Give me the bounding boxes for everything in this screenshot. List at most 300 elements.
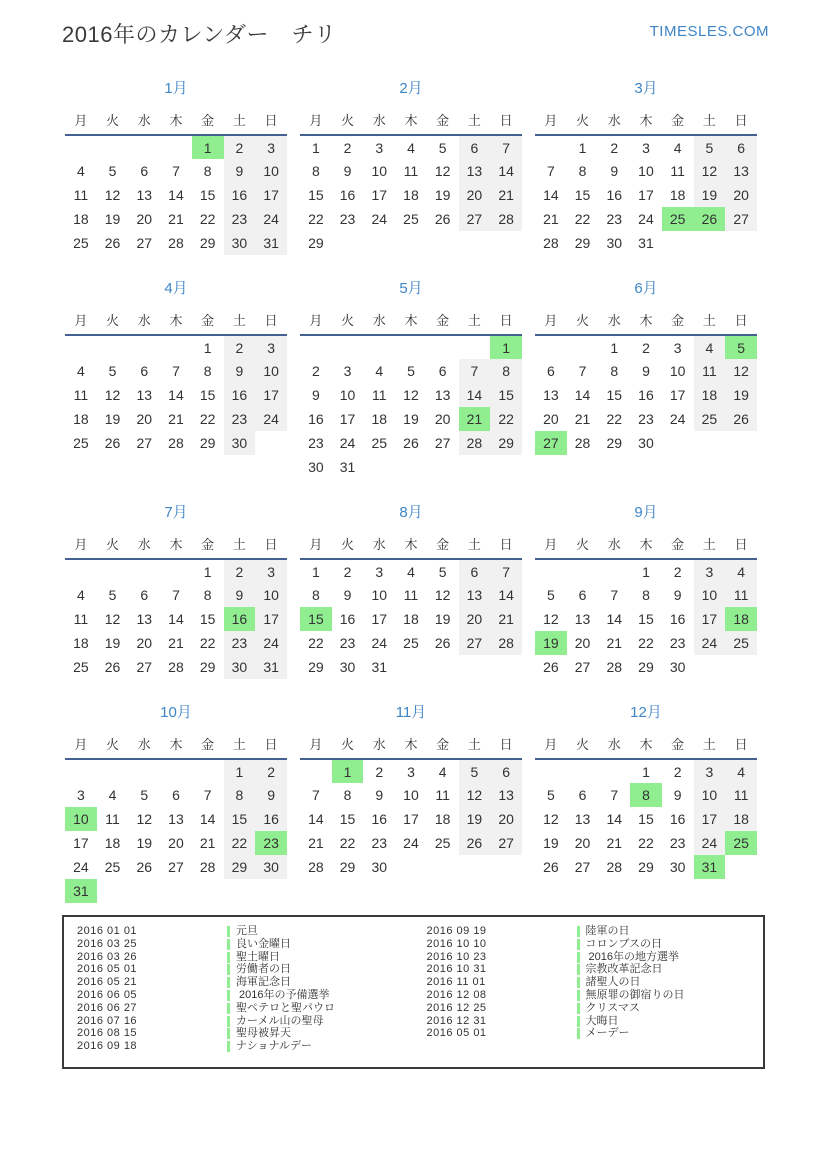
weekday-label: 火 bbox=[567, 732, 599, 759]
empty-cell bbox=[128, 335, 160, 359]
holiday-date: 2016 06 05 bbox=[77, 988, 138, 1001]
month-table bbox=[535, 108, 757, 255]
day-cell: 18 bbox=[403, 611, 419, 627]
day-cell: 30 bbox=[224, 655, 256, 679]
page-header bbox=[62, 18, 769, 49]
day-cell: 17 bbox=[255, 183, 287, 207]
month-title: 3月 bbox=[634, 80, 658, 97]
legend-entry bbox=[427, 938, 764, 951]
legend-entry bbox=[77, 938, 414, 951]
weekday-label: 土 bbox=[224, 732, 256, 759]
weekday-label: 水 bbox=[598, 108, 630, 135]
day-cell: 26 bbox=[434, 211, 451, 227]
day-cell: 2 bbox=[224, 335, 256, 359]
weekday-label: 金 bbox=[192, 308, 224, 335]
weekday-label: 金 bbox=[427, 532, 459, 559]
day-cell: 21 bbox=[606, 635, 623, 651]
legend-entry bbox=[427, 1002, 764, 1015]
day-cell: 23 bbox=[308, 435, 324, 451]
day-cell: 26 bbox=[694, 207, 726, 231]
empty-cell bbox=[535, 759, 567, 783]
day-cell: 8 bbox=[203, 587, 212, 603]
day-cell: 27 bbox=[434, 435, 451, 451]
empty-cell bbox=[128, 879, 160, 903]
day-cell: 2 bbox=[673, 763, 682, 780]
day-cell: 5 bbox=[108, 163, 117, 179]
holiday-marker-icon bbox=[577, 990, 580, 1001]
day-cell: 17 bbox=[339, 411, 356, 427]
day-cell: 10 bbox=[371, 587, 388, 603]
day-cell: 14 bbox=[606, 811, 623, 827]
day-cell: 24 bbox=[255, 407, 287, 431]
day-cell: 2 bbox=[642, 339, 650, 356]
day-cell: 17 bbox=[371, 611, 388, 627]
day-cell: 8 bbox=[343, 787, 352, 803]
day-cell: 21 bbox=[574, 411, 591, 427]
weekday-label: 水 bbox=[128, 108, 160, 135]
day-cell: 25 bbox=[73, 435, 89, 451]
day-cell: 15 bbox=[224, 807, 256, 831]
day-cell: 9 bbox=[224, 583, 256, 607]
day-cell: 3 bbox=[694, 559, 726, 583]
holiday-date: 2016 05 21 bbox=[77, 976, 138, 989]
weekday-label: 金 bbox=[192, 732, 224, 759]
weekday-label: 木 bbox=[160, 532, 192, 559]
day-cell: 29 bbox=[606, 435, 623, 451]
holiday-name: 海軍記念日 bbox=[236, 976, 291, 989]
empty-cell bbox=[65, 335, 97, 359]
month-block-1 bbox=[65, 79, 287, 255]
day-cell: 30 bbox=[339, 659, 356, 675]
day-cell: 5 bbox=[546, 787, 555, 803]
day-cell: 21 bbox=[308, 835, 324, 851]
empty-cell bbox=[65, 559, 97, 583]
weekday-label: 金 bbox=[192, 108, 224, 135]
day-cell: 9 bbox=[343, 163, 352, 179]
day-cell: 30 bbox=[308, 459, 324, 475]
day-cell: 22 bbox=[574, 211, 591, 227]
weekday-label: 日 bbox=[255, 732, 287, 759]
day-cell: 16 bbox=[606, 187, 623, 203]
legend-entry bbox=[427, 1015, 764, 1028]
holiday-date: 2016 07 16 bbox=[77, 1014, 138, 1027]
day-cell: 14 bbox=[606, 611, 623, 627]
day-cell: 10 bbox=[371, 163, 388, 179]
day-cell: 1 bbox=[610, 339, 619, 356]
day-cell: 23 bbox=[371, 835, 388, 851]
day-cell: 1 bbox=[332, 759, 364, 783]
empty-cell bbox=[490, 855, 522, 879]
day-cell: 13 bbox=[136, 387, 153, 403]
day-cell: 27 bbox=[725, 207, 757, 231]
day-cell: 25 bbox=[725, 631, 757, 655]
day-cell: 9 bbox=[343, 587, 352, 603]
day-cell: 9 bbox=[642, 363, 650, 379]
day-cell: 15 bbox=[199, 387, 216, 403]
weekday-label: 木 bbox=[160, 108, 192, 135]
day-cell: 6 bbox=[459, 135, 491, 159]
weekday-label: 金 bbox=[662, 108, 694, 135]
day-cell: 10 bbox=[255, 583, 287, 607]
day-cell: 20 bbox=[434, 411, 451, 427]
day-cell: 22 bbox=[199, 411, 216, 427]
day-cell: 19 bbox=[104, 211, 121, 227]
month-title: 8月 bbox=[399, 504, 423, 521]
day-cell: 4 bbox=[76, 163, 85, 179]
day-cell: 6 bbox=[140, 363, 149, 379]
empty-cell bbox=[395, 455, 427, 479]
day-cell: 27 bbox=[136, 235, 153, 251]
day-cell: 16 bbox=[224, 607, 256, 631]
weekday-label: 日 bbox=[725, 308, 757, 335]
holiday-marker-icon bbox=[227, 964, 230, 975]
empty-cell bbox=[128, 759, 160, 783]
day-cell: 25 bbox=[434, 835, 451, 851]
day-cell: 9 bbox=[255, 783, 287, 807]
day-cell: 29 bbox=[574, 235, 591, 251]
day-cell: 15 bbox=[339, 811, 356, 827]
day-cell: 25 bbox=[371, 435, 388, 451]
day-cell: 20 bbox=[136, 211, 153, 227]
holiday-date: 2016 01 01 bbox=[77, 925, 138, 937]
day-cell: 9 bbox=[610, 163, 619, 179]
day-cell: 31 bbox=[255, 231, 287, 255]
day-cell: 19 bbox=[459, 807, 491, 831]
day-cell: 10 bbox=[669, 363, 686, 379]
weekday-label: 月 bbox=[65, 108, 97, 135]
holiday-marker-icon bbox=[577, 952, 580, 963]
empty-cell bbox=[160, 135, 192, 159]
day-cell: 14 bbox=[574, 387, 591, 403]
holiday-marker-icon bbox=[227, 1016, 230, 1027]
day-cell: 8 bbox=[630, 783, 662, 807]
day-cell: 26 bbox=[104, 659, 121, 675]
day-cell: 19 bbox=[543, 835, 559, 851]
day-cell: 10 bbox=[694, 783, 726, 807]
day-cell: 2 bbox=[610, 139, 619, 156]
day-cell: 3 bbox=[255, 135, 287, 159]
day-cell: 12 bbox=[104, 611, 121, 627]
day-cell: 2 bbox=[343, 139, 352, 156]
holiday-name: 聖土曜日 bbox=[236, 950, 280, 963]
day-cell: 10 bbox=[403, 787, 419, 803]
empty-cell bbox=[65, 759, 97, 783]
weekday-label: 火 bbox=[332, 532, 364, 559]
day-cell: 11 bbox=[73, 387, 89, 403]
day-cell: 13 bbox=[459, 583, 491, 607]
day-cell: 6 bbox=[140, 163, 149, 179]
day-cell: 21 bbox=[168, 211, 184, 227]
day-cell: 10 bbox=[694, 583, 726, 607]
day-cell: 17 bbox=[73, 835, 89, 851]
weekday-label: 水 bbox=[598, 308, 630, 335]
holiday-name: ナショナルデー bbox=[236, 1040, 313, 1053]
weekday-label: 木 bbox=[395, 108, 427, 135]
weekday-label: 金 bbox=[662, 532, 694, 559]
day-cell: 19 bbox=[725, 383, 757, 407]
legend-entry bbox=[77, 925, 414, 938]
day-cell: 15 bbox=[199, 611, 216, 627]
weekday-label: 土 bbox=[224, 532, 256, 559]
day-cell: 8 bbox=[610, 363, 619, 379]
day-cell: 3 bbox=[694, 759, 726, 783]
day-cell: 18 bbox=[104, 835, 121, 851]
empty-cell bbox=[160, 879, 192, 903]
day-cell: 17 bbox=[255, 383, 287, 407]
holiday-name: コロンブスの日 bbox=[585, 937, 663, 950]
weekday-label: 土 bbox=[224, 308, 256, 335]
day-cell: 25 bbox=[694, 407, 726, 431]
empty-cell bbox=[598, 559, 630, 583]
day-cell: 27 bbox=[168, 859, 184, 875]
empty-cell bbox=[255, 431, 287, 455]
day-cell: 26 bbox=[725, 407, 757, 431]
day-cell: 10 bbox=[255, 159, 287, 183]
weekday-label: 金 bbox=[192, 532, 224, 559]
day-cell: 26 bbox=[104, 235, 121, 251]
day-cell: 13 bbox=[543, 387, 559, 403]
day-cell: 19 bbox=[434, 611, 451, 627]
empty-cell bbox=[567, 559, 599, 583]
empty-cell bbox=[395, 231, 427, 255]
day-cell: 1 bbox=[578, 139, 587, 156]
weekday-label: 火 bbox=[567, 532, 599, 559]
weekday-label: 火 bbox=[97, 108, 129, 135]
day-cell: 9 bbox=[375, 787, 384, 803]
day-cell: 19 bbox=[694, 183, 726, 207]
empty-cell bbox=[97, 559, 129, 583]
holiday-name: 労働者の日 bbox=[236, 963, 291, 976]
holiday-marker-icon bbox=[577, 939, 580, 950]
holiday-marker-icon bbox=[577, 1028, 580, 1039]
day-cell: 28 bbox=[574, 435, 591, 451]
empty-cell bbox=[224, 879, 256, 903]
day-cell: 19 bbox=[535, 631, 567, 655]
day-cell: 11 bbox=[403, 163, 419, 179]
day-cell: 29 bbox=[308, 235, 324, 251]
day-cell: 5 bbox=[725, 335, 757, 359]
day-cell: 24 bbox=[371, 635, 388, 651]
empty-cell bbox=[395, 335, 427, 359]
day-cell: 8 bbox=[203, 363, 212, 379]
legend-col-left bbox=[64, 925, 414, 1053]
day-cell: 12 bbox=[543, 611, 559, 627]
weekday-label: 火 bbox=[332, 732, 364, 759]
day-cell: 27 bbox=[459, 631, 491, 655]
weekday-label: 日 bbox=[725, 732, 757, 759]
empty-cell bbox=[459, 655, 491, 679]
empty-cell bbox=[490, 231, 522, 255]
day-cell: 29 bbox=[339, 859, 356, 875]
day-cell: 30 bbox=[371, 859, 388, 875]
day-cell: 12 bbox=[434, 163, 451, 179]
day-cell: 9 bbox=[224, 159, 256, 183]
day-cell: 25 bbox=[73, 235, 89, 251]
day-cell: 30 bbox=[669, 859, 686, 875]
weekday-label: 火 bbox=[332, 108, 364, 135]
day-cell: 15 bbox=[199, 187, 216, 203]
weekday-label: 日 bbox=[725, 108, 757, 135]
empty-cell bbox=[694, 231, 726, 255]
day-cell: 30 bbox=[255, 855, 287, 879]
day-cell: 22 bbox=[606, 411, 623, 427]
weekday-label: 月 bbox=[535, 732, 567, 759]
day-cell: 7 bbox=[459, 359, 491, 383]
holiday-name: メーデー bbox=[585, 1027, 630, 1040]
weekday-label: 水 bbox=[363, 532, 395, 559]
day-cell: 20 bbox=[543, 411, 559, 427]
day-cell: 5 bbox=[407, 363, 415, 379]
month-table bbox=[65, 732, 287, 903]
day-cell: 24 bbox=[403, 835, 419, 851]
day-cell: 16 bbox=[669, 811, 686, 827]
day-cell: 2 bbox=[375, 763, 384, 780]
day-cell: 4 bbox=[76, 363, 85, 379]
day-cell: 23 bbox=[339, 211, 356, 227]
day-cell: 3 bbox=[642, 139, 650, 156]
empty-cell bbox=[97, 879, 129, 903]
weekday-label: 金 bbox=[662, 732, 694, 759]
weekday-label: 水 bbox=[598, 532, 630, 559]
day-cell: 18 bbox=[73, 411, 89, 427]
empty-cell bbox=[490, 455, 522, 479]
day-cell: 18 bbox=[669, 187, 686, 203]
holiday-marker-icon bbox=[227, 952, 230, 963]
day-cell: 10 bbox=[255, 359, 287, 383]
day-cell: 13 bbox=[490, 783, 522, 807]
holiday-marker-icon bbox=[227, 1028, 230, 1039]
holiday-date: 2016 03 26 bbox=[77, 950, 138, 963]
day-cell: 28 bbox=[606, 859, 623, 875]
day-cell: 18 bbox=[725, 607, 757, 631]
weekday-label: 木 bbox=[630, 108, 662, 135]
day-cell: 23 bbox=[224, 631, 256, 655]
weekday-label: 金 bbox=[427, 732, 459, 759]
holiday-marker-icon bbox=[227, 926, 230, 937]
empty-cell bbox=[395, 855, 427, 879]
holiday-date: 2016 05 01 bbox=[77, 963, 138, 976]
month-table bbox=[300, 532, 522, 679]
day-cell: 25 bbox=[725, 831, 757, 855]
day-cell: 28 bbox=[490, 207, 522, 231]
weekday-label: 土 bbox=[224, 108, 256, 135]
empty-cell bbox=[725, 231, 757, 255]
day-cell: 4 bbox=[673, 139, 682, 156]
day-cell: 5 bbox=[140, 787, 149, 803]
day-cell: 31 bbox=[339, 459, 356, 475]
weekday-label: 月 bbox=[65, 732, 97, 759]
day-cell: 30 bbox=[638, 435, 654, 451]
day-cell: 12 bbox=[136, 811, 153, 827]
holiday-name: 聖ペテロと聖パウロ bbox=[236, 1001, 335, 1014]
day-cell: 3 bbox=[255, 559, 287, 583]
day-cell: 14 bbox=[459, 383, 491, 407]
day-cell: 16 bbox=[371, 811, 388, 827]
empty-cell bbox=[490, 655, 522, 679]
day-cell: 15 bbox=[606, 387, 623, 403]
month-block-5 bbox=[300, 279, 522, 479]
day-cell: 20 bbox=[725, 183, 757, 207]
weekday-label: 月 bbox=[535, 108, 567, 135]
holiday-marker-icon bbox=[577, 964, 580, 975]
day-cell: 1 bbox=[642, 563, 650, 580]
weekday-label: 日 bbox=[255, 308, 287, 335]
day-cell: 21 bbox=[459, 407, 491, 431]
empty-cell bbox=[363, 231, 395, 255]
day-cell: 12 bbox=[403, 387, 419, 403]
legend-entry bbox=[427, 951, 764, 964]
holiday-name: 諸聖人の日 bbox=[585, 976, 641, 989]
day-cell: 23 bbox=[669, 835, 686, 851]
day-cell: 7 bbox=[172, 363, 180, 379]
month-table bbox=[65, 308, 287, 455]
day-cell: 25 bbox=[104, 859, 121, 875]
day-cell: 17 bbox=[638, 187, 654, 203]
day-cell: 21 bbox=[168, 635, 184, 651]
site-logo[interactable]: TIMESLES.COM bbox=[649, 23, 769, 40]
day-cell: 5 bbox=[108, 587, 117, 603]
empty-cell bbox=[662, 231, 694, 255]
day-cell: 15 bbox=[638, 811, 654, 827]
day-cell: 11 bbox=[694, 359, 726, 383]
empty-cell bbox=[300, 335, 332, 359]
day-cell: 26 bbox=[403, 435, 419, 451]
day-cell: 3 bbox=[343, 363, 352, 379]
month-table bbox=[65, 532, 287, 679]
weekday-label: 月 bbox=[300, 532, 332, 559]
holiday-marker-icon bbox=[227, 990, 230, 1001]
day-cell: 26 bbox=[104, 435, 121, 451]
day-cell: 18 bbox=[73, 211, 89, 227]
day-cell: 25 bbox=[403, 211, 419, 227]
day-cell: 23 bbox=[638, 411, 654, 427]
day-cell: 5 bbox=[108, 363, 117, 379]
day-cell: 27 bbox=[574, 859, 591, 875]
month-table bbox=[535, 308, 757, 455]
day-cell: 27 bbox=[136, 435, 153, 451]
empty-cell bbox=[160, 759, 192, 783]
day-cell: 18 bbox=[73, 635, 89, 651]
day-cell: 8 bbox=[224, 783, 256, 807]
weekday-label: 木 bbox=[395, 308, 427, 335]
day-cell: 21 bbox=[543, 211, 559, 227]
day-cell: 1 bbox=[224, 759, 256, 783]
day-cell: 4 bbox=[407, 563, 415, 580]
calendar-grid bbox=[65, 79, 769, 903]
day-cell: 22 bbox=[199, 211, 216, 227]
empty-cell bbox=[535, 559, 567, 583]
empty-cell bbox=[128, 135, 160, 159]
day-cell: 28 bbox=[168, 435, 184, 451]
day-cell: 16 bbox=[339, 611, 356, 627]
day-cell: 14 bbox=[490, 159, 522, 183]
day-cell: 4 bbox=[725, 759, 757, 783]
holiday-name: カーメル山の聖母 bbox=[236, 1014, 324, 1027]
day-cell: 14 bbox=[543, 187, 559, 203]
day-cell: 30 bbox=[606, 235, 623, 251]
day-cell: 11 bbox=[371, 387, 387, 403]
empty-cell bbox=[725, 431, 757, 455]
day-cell: 13 bbox=[136, 611, 153, 627]
weekday-label: 月 bbox=[300, 308, 332, 335]
weekday-label: 木 bbox=[160, 732, 192, 759]
empty-cell bbox=[427, 335, 459, 359]
day-cell: 4 bbox=[438, 763, 447, 780]
day-cell: 17 bbox=[371, 187, 388, 203]
empty-cell bbox=[598, 759, 630, 783]
holiday-date: 2016 10 23 bbox=[426, 950, 487, 963]
empty-cell bbox=[725, 855, 757, 879]
